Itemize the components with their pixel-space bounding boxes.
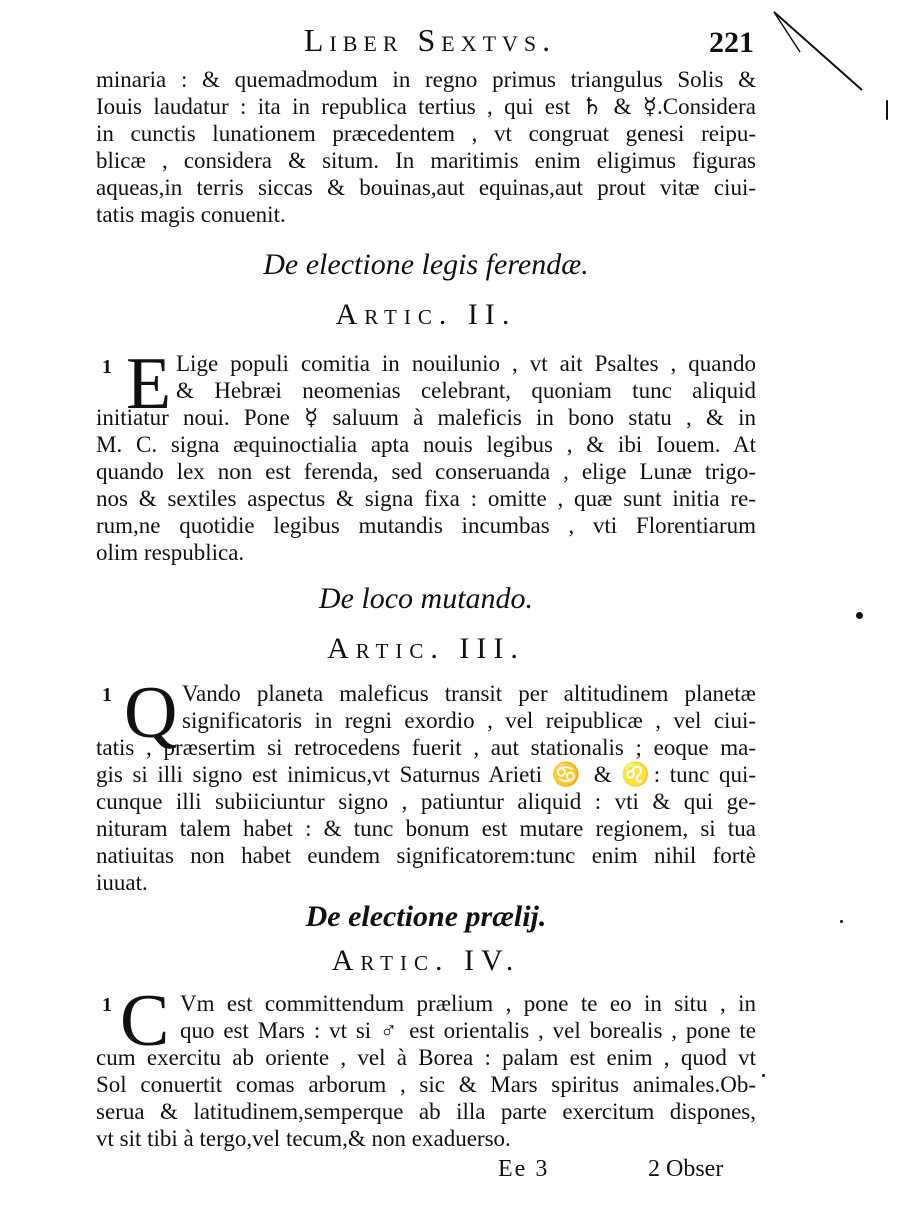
text-line: in cunctis lunationem præcedentem , vt congruat genesi reipu- bbox=[96, 121, 756, 146]
running-title: Liber Sextvs. bbox=[303, 22, 557, 58]
paragraph-number: 1 bbox=[102, 356, 112, 378]
article-number: Artic. IV. bbox=[331, 944, 521, 977]
article-paragraph bbox=[96, 404, 756, 566]
text-line: blicæ , considera & situm. In maritimis enim eligimus figuras bbox=[96, 148, 756, 173]
drop-cap-initial: C bbox=[120, 980, 170, 1062]
section-heading: De electione prælij. bbox=[305, 900, 547, 933]
text-line: olim respublica. bbox=[96, 540, 245, 565]
intro-paragraph bbox=[96, 66, 756, 228]
text-line: quo est Mars : vt si ♂ est orientalis , vel borealis , pone te bbox=[180, 1018, 756, 1043]
section-heading: De loco mutando. bbox=[318, 582, 534, 615]
ink-speck bbox=[856, 612, 863, 619]
indented-lines bbox=[180, 990, 756, 1044]
text-line: aqueas,in terris siccas & bouinas,aut equinas,aut prout vitæ ciui- bbox=[96, 175, 756, 200]
signature-mark: Ee 3 bbox=[498, 1156, 550, 1182]
text-line: Lige populi comitia in nouilunio , vt ait Psaltes , quando bbox=[176, 351, 756, 376]
text-line: & Hebræi neomenias celebrant, quoniam tunc aliquid bbox=[176, 378, 756, 403]
paragraph-number: 1 bbox=[102, 684, 112, 706]
ink-speck bbox=[840, 920, 843, 923]
text-line: serua & latitudinem,semperque ab illa parte exercitum dispones, bbox=[96, 1099, 756, 1124]
page-number: 221 bbox=[709, 26, 754, 59]
text-line: tatis magis conuenit. bbox=[96, 202, 286, 227]
text-line: Iouis laudatur : ita in republica tertius , qui est ♄ & ☿.Considera bbox=[96, 94, 756, 119]
indented-lines bbox=[182, 680, 756, 734]
text-line: cum exercitu ab oriente , vel à Borea : palam est enim , quod vt bbox=[96, 1045, 756, 1070]
text-line: initiatur noui. Pone ☿ saluum à maleficis in bono statu , & in bbox=[96, 405, 756, 430]
text-line: Vm est committendum prælium , pone te eo in situ , in bbox=[180, 991, 756, 1016]
text-line: quando lex non est ferenda, sed conseruanda , elige Lunæ trigo- bbox=[96, 459, 756, 484]
text-line: natiuitas non habet eundem significatorem:tunc enim nihil fortè bbox=[96, 843, 756, 868]
drop-cap-initial: Q bbox=[124, 672, 178, 754]
article-paragraph bbox=[96, 734, 756, 896]
text-line: minaria : & quemadmodum in regno primus triangulus Solis & bbox=[96, 67, 756, 92]
article-number: Artic. III. bbox=[327, 632, 525, 665]
section-heading: De electione legis ferendæ. bbox=[263, 248, 589, 281]
text-line: iuuat. bbox=[96, 870, 148, 895]
text-line: Vando planeta maleficus transit per altitudinem planetæ bbox=[182, 681, 756, 706]
text-line: Sol conuertit comas arborum , sic & Mars spiritus animales.Ob- bbox=[96, 1072, 756, 1097]
text-line: nituram talem habet : & tunc bonum est mutare regionem, si tua bbox=[96, 816, 756, 841]
text-line: cunque illi subiiciuntur signo , patiuntur aliquid : vti & qui ge- bbox=[96, 789, 756, 814]
text-line: nos & sextiles aspectus & signa fixa : omitte , quæ sunt initia re- bbox=[96, 486, 756, 511]
drop-cap-initial: E bbox=[126, 343, 172, 425]
page-corner-fold-mark bbox=[770, 8, 870, 98]
text-line: vt sit tibi à tergo,vel tecum,& non exaduerso. bbox=[96, 1126, 511, 1151]
article-paragraph bbox=[96, 1044, 756, 1152]
ink-speck bbox=[886, 100, 888, 120]
text-line: tatis , præsertim si retrocedens fuerit , aut stationalis ; eoque ma- bbox=[96, 735, 756, 760]
text-line: rum,ne quotidie legibus mutandis incumbas , vti Florentiarum bbox=[96, 513, 756, 538]
text-line: significatoris in regni exordio , vel reipublicæ , vel ciui- bbox=[182, 708, 756, 733]
text-line: M. C. signa æquinoctialia apta nouis legibus , & ibi Iouem. At bbox=[96, 432, 756, 457]
article-number: Artic. II. bbox=[335, 298, 517, 331]
catchword: 2 Obser bbox=[648, 1156, 724, 1182]
paragraph-number: 1 bbox=[102, 994, 112, 1016]
running-head bbox=[0, 22, 900, 66]
indented-lines bbox=[176, 350, 756, 404]
ink-speck bbox=[762, 1074, 765, 1077]
text-line: gis si illi signo est inimicus,vt Saturnus Arieti ♋ & ♌: tunc qui- bbox=[96, 762, 756, 787]
page-footer bbox=[0, 1156, 900, 1190]
